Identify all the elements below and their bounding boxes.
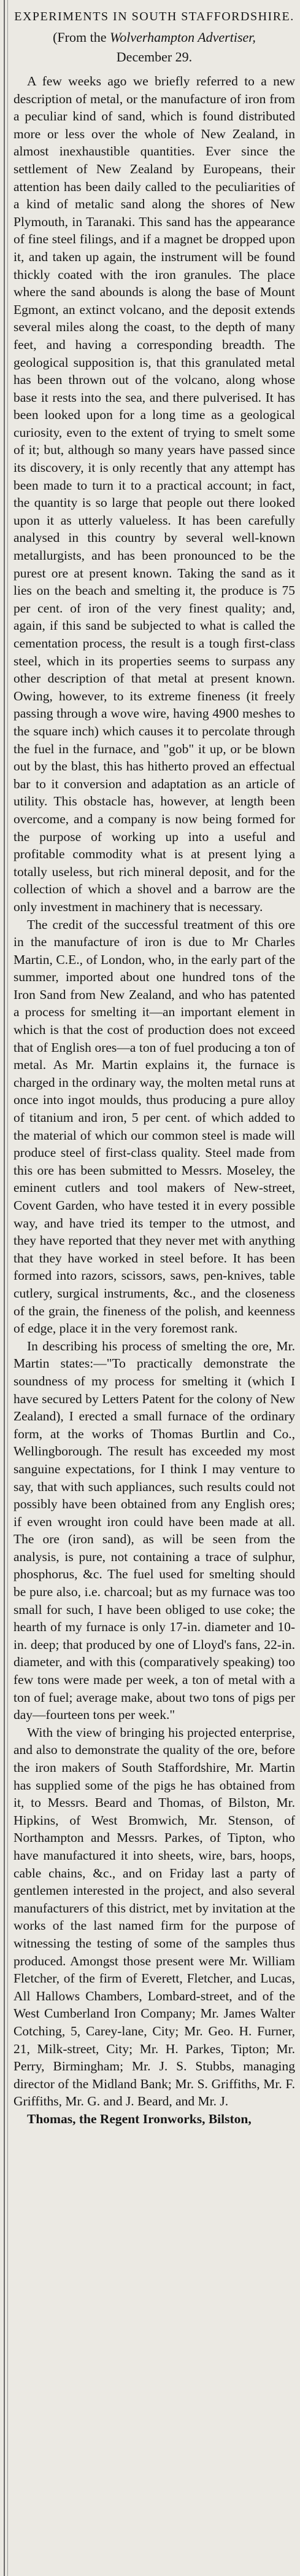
column-border-rule: [4, 0, 5, 2576]
article-source: [13, 28, 295, 47]
article-paragraph-2: The credit of the successful treatment of this ore in the manufacture of iron is due to Mr Charles Martin, C.E., of London, who, in the early part of the summer, imported about one hundred tons of the Iron Sand from New Zealand, and who has patented a process for smelting it—an important element in which is that the cost of production does not exceed that of English ores—a ton of fuel producing a ton of metal. As Mr. Martin explains it, the furnace is charged in the ordinary way, the molten metal runs at once into ingot moulds, thus producing a pure alloy of titanium and iron, 5 per cent. of which added to the material of which our common steel is made will produce steel of first-class quality. Steel made from this ore has been submitted to Messrs. Moseley, the eminent cutlers and tool makers of New-street, Covent Garden, who have tested it in every possible way, and have tried its temper to the utmost, and they have reported that they never met with anything that they have worked in steel before. It has been formed into razors, scissors, saws, pen-knives, table cutlery, surgical instruments, &c., and the closeness of the grain, the fineness of the polish, and keenness of edge, place it in the very foremost rank.: [13, 917, 295, 1336]
article-headline: EXPERIMENTS IN SOUTH STAFFORDSHIRE.: [14, 10, 294, 23]
article-date: December 29.: [116, 49, 193, 65]
article-paragraph-1: A few weeks ago we briefly referred to a new description of metal, or the manufacture of iron from a peculiar kind of sand, which is found distributed more or less over the whole of New Zealand, in almost inexhaustible quantities. Ever since the settlement of New Zealand by Europeans, their attention has been daily called to the peculiarities of a kind of metalic sand along the shores of New Plymouth, in Taranaki. This sand has the appearance of fine steel filings, and if a magnet be dropped upon it, and taken up again, the instrument will be found thickly coated with the iron granules. The place where the sand abounds is along the base of Mount Egmont, an extinct volcano, and the deposit extends several miles along the coast, to the depth of many feet, and having a corresponding breadth. The geological supposition is, that this granulated metal has been thrown out of the volcano, along whose base it rests into the sea, and there pulverised. It has been looked upon for a long time as a geological curiosity, even to the extent of trying to smelt some of it; but, although so many years have passed since its discovery, it is only recently that any attempt has been made to turn it to a practical account; in fact, the quantity is so large that people out there looked upon it as utterly valueless. It has been carefully analysed in this country by several well-known metallurgists, and has been pronounced to be the purest ore at present known. Taking the sand as it lies on the beach and smelting it, the produce is 75 per cent. of iron of the very finest quality; and, again, if this sand be subjected to what is called the cementation process, the result is a tough first-class steel, which in its properties seems to surpass any other description of that metal at present known. Owing, however, to its extreme fineness (it freely passing through a wove wire, having 4900 meshes to the square inch) which causes it to percolate through the fuel in the furnace, and "gob" it up, or be blown out by the blast, this has hitherto proved an effectual bar to it conversion and adaptation as an article of utility. This obstacle has, however, at length been overcome, and a company is now being formed for the purpose of working up into a useful and profitable commodity what is at present lying a totally useless, but rich mineral deposit, and for the collection of which a shovel and a barrow are the only investment in machinery that is necessary.: [13, 74, 295, 914]
article-closing-line: Thomas, the Regent Ironworks, Bilston,: [27, 2111, 252, 2126]
source-newspaper-name: Wolverhampton Advertiser,: [109, 29, 256, 45]
article-paragraph-4: With the view of bringing his projected enterprise, and also to demonstrate the quality of the ore, before the iron makers of South Staffordshire, Mr. Martin has supplied some of the pigs he has obtained from it, to Messrs. Beard and Thomas, of Bilston, Mr. Hipkins, of West Bromwich, Mr. Stenson, of Northampton and Messrs. Parkes, of Tipton, who have manufactured it into sheets, wire, bars, hoops, cable chains, &c., and on Friday last a party of gentlemen interested in the project, and also several manufacturers of this district, met by invitation at the works of the last named firm for the purpose of witnessing the testing of some of the samples thus produced. Amongst those present were Mr. William Fletcher, of the firm of Everett, Fletcher, and Lucas, All Hallows Chambers, Lombard-street, and of the West Cumberland Iron Company; Mr. James Walter Cotching, 5, Carey-lane, City; Mr. Geo. H. Furner, 21, Milk-street, City; Mr. H. Parkes, Tipton; Mr. Perry, Birmingham; Mr. J. S. Stubbs, managing director of the Midland Bank; Mr. S. Griffiths, Mr. F. Griffiths, Mr. G. and J. Beard, and Mr. J.: [13, 1725, 295, 2109]
source-prefix: (From the: [53, 29, 110, 45]
column-border-rule-inner: [7, 0, 8, 2576]
article-paragraph-3: In describing his process of smelting the ore, Mr. Martin states:—"To practically demonstrate the soundness of my process for smelting it (which I have secured by Letters Patent for the colony of New Zealand), I erected a small furnace of the ordinary form, at the works of Thomas Burtlin and Co., Wellingborough. The result has exceeded my most sanguine expectations, for I think I may venture to say, that with such appliances, such results could not possibly have been obtained from any English ores; if even wrought iron could have been made at all. The ore (iron sand), as will be seen from the analysis, is pure, not containing a trace of sulphur, phosphorus, &c. The fuel used for smelting should be pure also, i.e. charcoal; but as my furnace was too small for such, I have been obliged to use coke; the hearth of my furnace is only 17-in. diameter and 10-in. deep; that produced by one of Lloyd's fans, 22-in. diameter, and with this (comparatively speaking) too few tons were made per week, a ton of metal with a ton of fuel; average make, about two tons of pigs per day—fourteen tons per week.": [13, 1338, 295, 1723]
